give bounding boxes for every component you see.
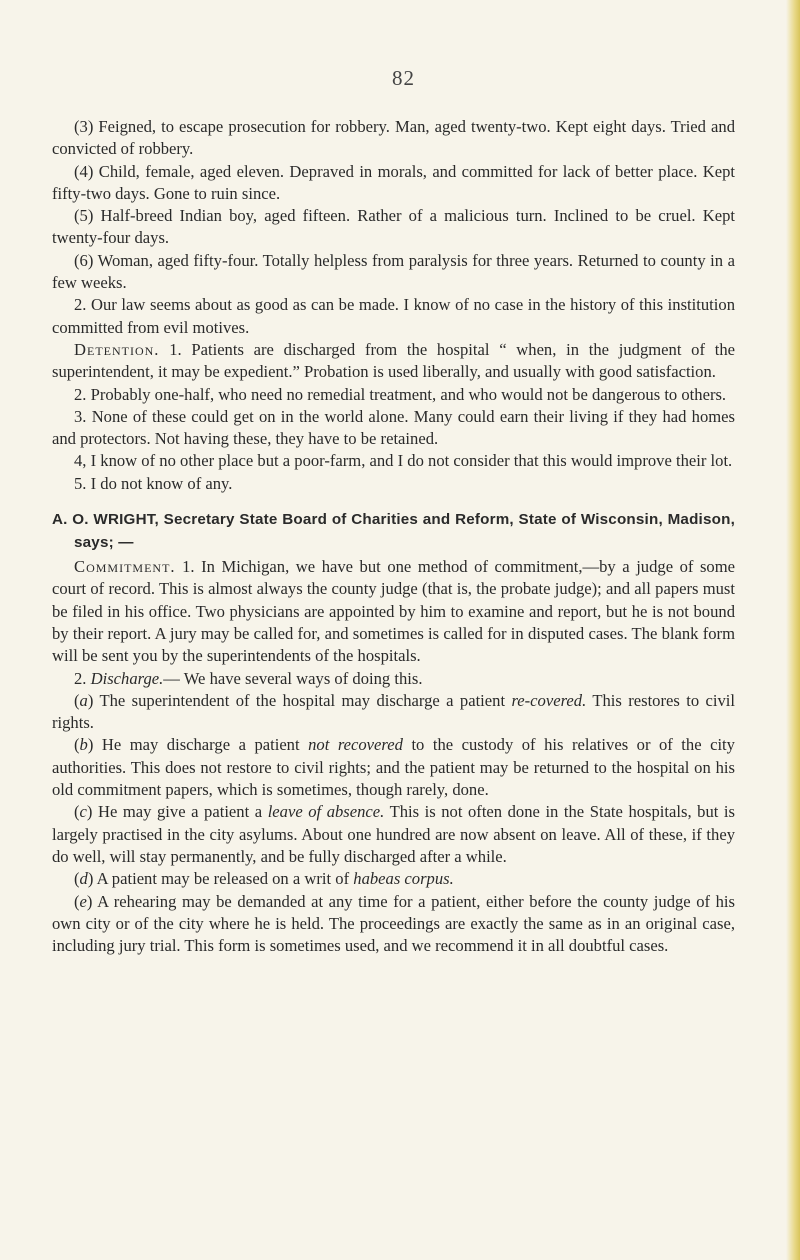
paragraph xyxy=(52,668,735,690)
item-number: (3) xyxy=(74,117,94,136)
paragraph xyxy=(52,406,735,451)
paragraph xyxy=(52,250,735,295)
paragraph-text: He may give a patient a xyxy=(97,802,263,822)
page-number: 82 xyxy=(392,66,415,90)
item-number: 2. xyxy=(74,295,87,315)
item-number: 1. xyxy=(169,339,182,359)
item-number: 1. xyxy=(182,557,195,577)
paragraph-text: Woman, aged fifty-four. Totally helpless from paralysis for three years. Returned to county in a few weeks. xyxy=(52,250,735,293)
item-number: 2. xyxy=(74,668,87,688)
paragraph xyxy=(52,294,735,339)
emphasis-text: habeas corpus. xyxy=(353,869,454,889)
paragraph: (b) He may discharge a patient not recovered to the custody of his relatives or of the city authorities. This does not restore to civil rights; and the patient may be returned to the hospital on his old commitment papers, which is sometimes, though rarely, done. xyxy=(52,735,735,800)
item-number: 2. xyxy=(74,384,87,404)
emphasis-text: re-covered. xyxy=(511,690,587,710)
section-label: Detention. xyxy=(74,339,160,359)
paragraph xyxy=(52,556,735,667)
paragraph-text: A patient may be released on a writ of xyxy=(96,869,350,889)
paragraph-text: Child, female, aged eleven. Depraved in morals, and committed for lack of better place. Kept fifty-two days. Gone to ruin since. xyxy=(52,161,735,203)
paragraph-text: He may discharge a patient xyxy=(101,735,300,755)
item-number: 5. xyxy=(74,473,87,493)
paragraph-text: A rehearing may be demanded at any time for a patient, either before the county judge of his own city or of the city where he is held. The proceedings are exactly the same as in an original case, including jury trial. This form is sometimes used, and we recommend it in all doubtful cases. xyxy=(52,891,735,956)
page-body xyxy=(52,116,735,957)
section-label: Commitment. xyxy=(74,557,176,577)
paragraph xyxy=(52,161,735,206)
paragraph-text: None of these could get on in the world alone. Many could earn their living if they had homes and protectors. Not having these, they have to be retained. xyxy=(52,406,735,449)
paragraph xyxy=(52,116,735,161)
item-number: 3. xyxy=(74,406,87,426)
paragraph: (d) A patient may be released on a writ of habeas corpus. xyxy=(74,869,454,889)
section-heading: A. O. WRIGHT, Secretary State Board of Charities and Reform, State of Wisconsin, Madison, says; — xyxy=(52,511,735,551)
item-number: 4, xyxy=(74,451,87,471)
item-number: (6) xyxy=(74,250,94,270)
paragraph xyxy=(52,339,735,384)
paragraph: (e) A rehearing may be demanded at any time for a patient, either before the county judge of his own city or of the city where he is held. The proceedings are exactly the same as in an original case, including jury trial. This form is sometimes used, and we recommend it in all doubtful cases. xyxy=(52,891,735,956)
paragraph-text: Patients are discharged from the hospital “ when, in the judgment of the superintendent, it may be expedient.” Probation is used liberally, and usually with good satisfaction. xyxy=(52,339,735,382)
item-letter: d xyxy=(79,869,88,889)
item-letter: b xyxy=(79,735,88,755)
paragraph xyxy=(52,473,735,495)
page-edge xyxy=(786,0,800,1260)
item-number: (4) xyxy=(74,161,94,181)
paragraph: (c) He may give a patient a leave of absence. This is not often done in the State hospitals, but is largely practised in the city asylums. About one hundred are now absent on leave. All of these, if they do well, will stay permanently, and be fully discharged after a while. xyxy=(52,802,735,866)
paragraph-text: The superintendent of the hospital may discharge a patient xyxy=(99,690,506,710)
paragraph xyxy=(52,384,735,406)
paragraph-text: I do not know of any. xyxy=(90,473,233,493)
paragraph-text: to the custody of his relatives or of the city authorities. This does not restore to civil rights; and the patient may be returned to the hospital on his old commitment papers, which is sometimes, though rarely, done. xyxy=(52,735,735,800)
paragraph xyxy=(52,450,735,472)
item-number: (5) xyxy=(74,206,94,226)
item-letter: a xyxy=(79,690,88,710)
paragraph-text: Probably one-half, who need no remedial treatment, and who would not be dangerous to others. xyxy=(90,384,727,404)
paragraph-text: I know of no other place but a poor-farm, and I do not consider that this would improve their lot. xyxy=(90,451,733,471)
emphasis-text: not recovered xyxy=(308,735,403,755)
paragraph: (a) The superintendent of the hospital may discharge a patient re-covered. This restores to civil rights. xyxy=(52,690,735,733)
item-letter: e xyxy=(79,891,87,911)
paragraph-text: In Michigan, we have but one method of commitment,—by a judge of some court of record. This is almost always the county judge (that is, the probate judge); and all papers must be filed in his office. Two physicians are appointed by him to examine and report, but he is not bound by their report. A jury may be called for, and sometimes is called for in disputed cases. The blank form will be sent you by the superintendents of the hospitals. xyxy=(52,557,736,666)
section-label: Discharge. xyxy=(90,668,164,688)
item-letter: c xyxy=(79,802,87,822)
paragraph-text: This restores to civil rights. xyxy=(52,690,735,733)
paragraph-text: Our law seems about as good as can be made. I know of no case in the history of this institution committed from evil motives. xyxy=(52,295,735,337)
paragraph-text: — We have several ways of doing this. xyxy=(163,668,423,688)
paragraph-text: This is not often done in the State hospitals, but is largely practised in the city asylums. About one hundred are now absent on leave. All of these, if they do well, will stay permanently, and be fully discharged after a while. xyxy=(52,802,735,866)
paragraph-text: Half-breed Indian boy, aged fifteen. Rather of a malicious turn. Inclined to be cruel. Kept twenty-four days. xyxy=(52,206,735,248)
emphasis-text: leave of absence. xyxy=(267,802,385,822)
paragraph xyxy=(52,205,735,250)
paragraph-text: Feigned, to escape prosecution for robbery. Man, aged twenty-two. Kept eight days. Tried and convicted of robbery. xyxy=(52,117,735,159)
